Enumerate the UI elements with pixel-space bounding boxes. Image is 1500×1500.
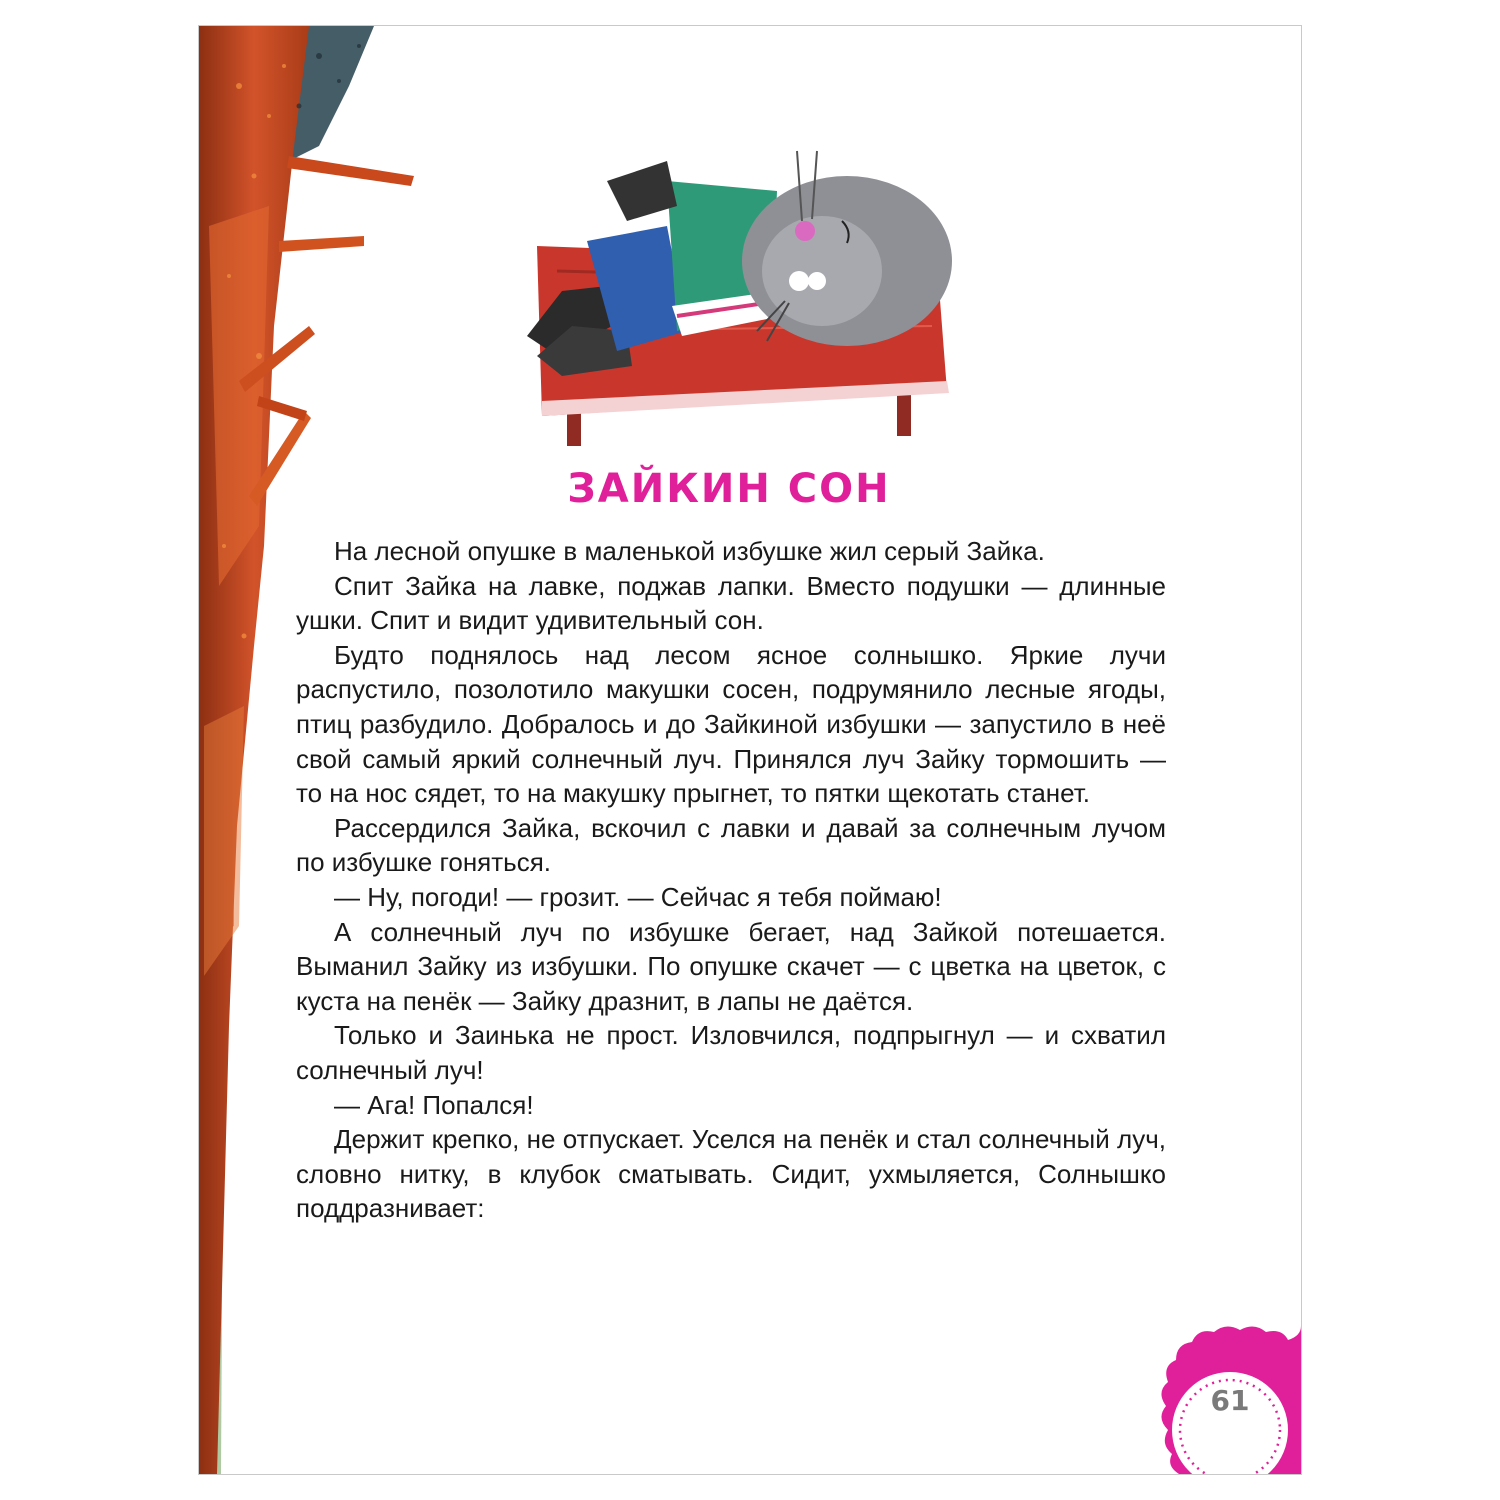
page-number: 61: [1210, 1384, 1250, 1417]
story-paragraph: Спит Зайка на лавке, поджав лапки. Вместо подушки — длинные ушки. Спит и видит удивительный сон.: [296, 570, 1166, 636]
story-paragraph: На лесной опушке в маленькой избушке жил серый Зайка.: [334, 536, 1045, 566]
story-paragraph: Будто поднялось над лесом ясное солнышко. Яркие лучи распустило, позолотило макушки сосен, подрумянило лесные ягоды, птиц разбудило. Добралось и до Зайкиной избушки — запустило в неё свой самый яркий солнечный луч. Принялся луч Зайку тормошить — то на нос сядет, то на макушку прыгнет, то пятки щекотать станет.: [296, 639, 1166, 809]
story-paragraph: Только и Заинька не прост. Изловчился, подпрыгнул — и схватил солнечный луч!: [296, 1020, 1166, 1085]
book-page: [198, 25, 1302, 1475]
story-paragraph: — Ну, погоди! — грозит. — Сейчас я тебя поймаю!: [334, 881, 942, 912]
story-title: ЗАЙКИН СОН: [567, 466, 891, 512]
sleeping-rabbit-illustration: [517, 131, 957, 461]
story-paragraph: Держит крепко, не отпускает. Уселся на пенёк и стал солнечный луч, словно нитку, в клубок сматывать. Сидит, ухмыляется, Солнышко поддразнивает:: [296, 1124, 1166, 1224]
story-paragraph: — Ага! Попался!: [334, 1089, 534, 1120]
story-paragraph: А солнечный луч по избушке бегает, над Зайкой потешается. Выманил Зайку из избушки. По опушке скачет — с цветка на цветок, с куста на пенёк — Зайку дразнит, в лапы не даётся.: [296, 916, 1166, 1016]
story-text: [296, 534, 1166, 1226]
story-paragraph: Рассердился Зайка, вскочил с лавки и давай за солнечным лучом по избушке гоняться.: [296, 812, 1166, 878]
